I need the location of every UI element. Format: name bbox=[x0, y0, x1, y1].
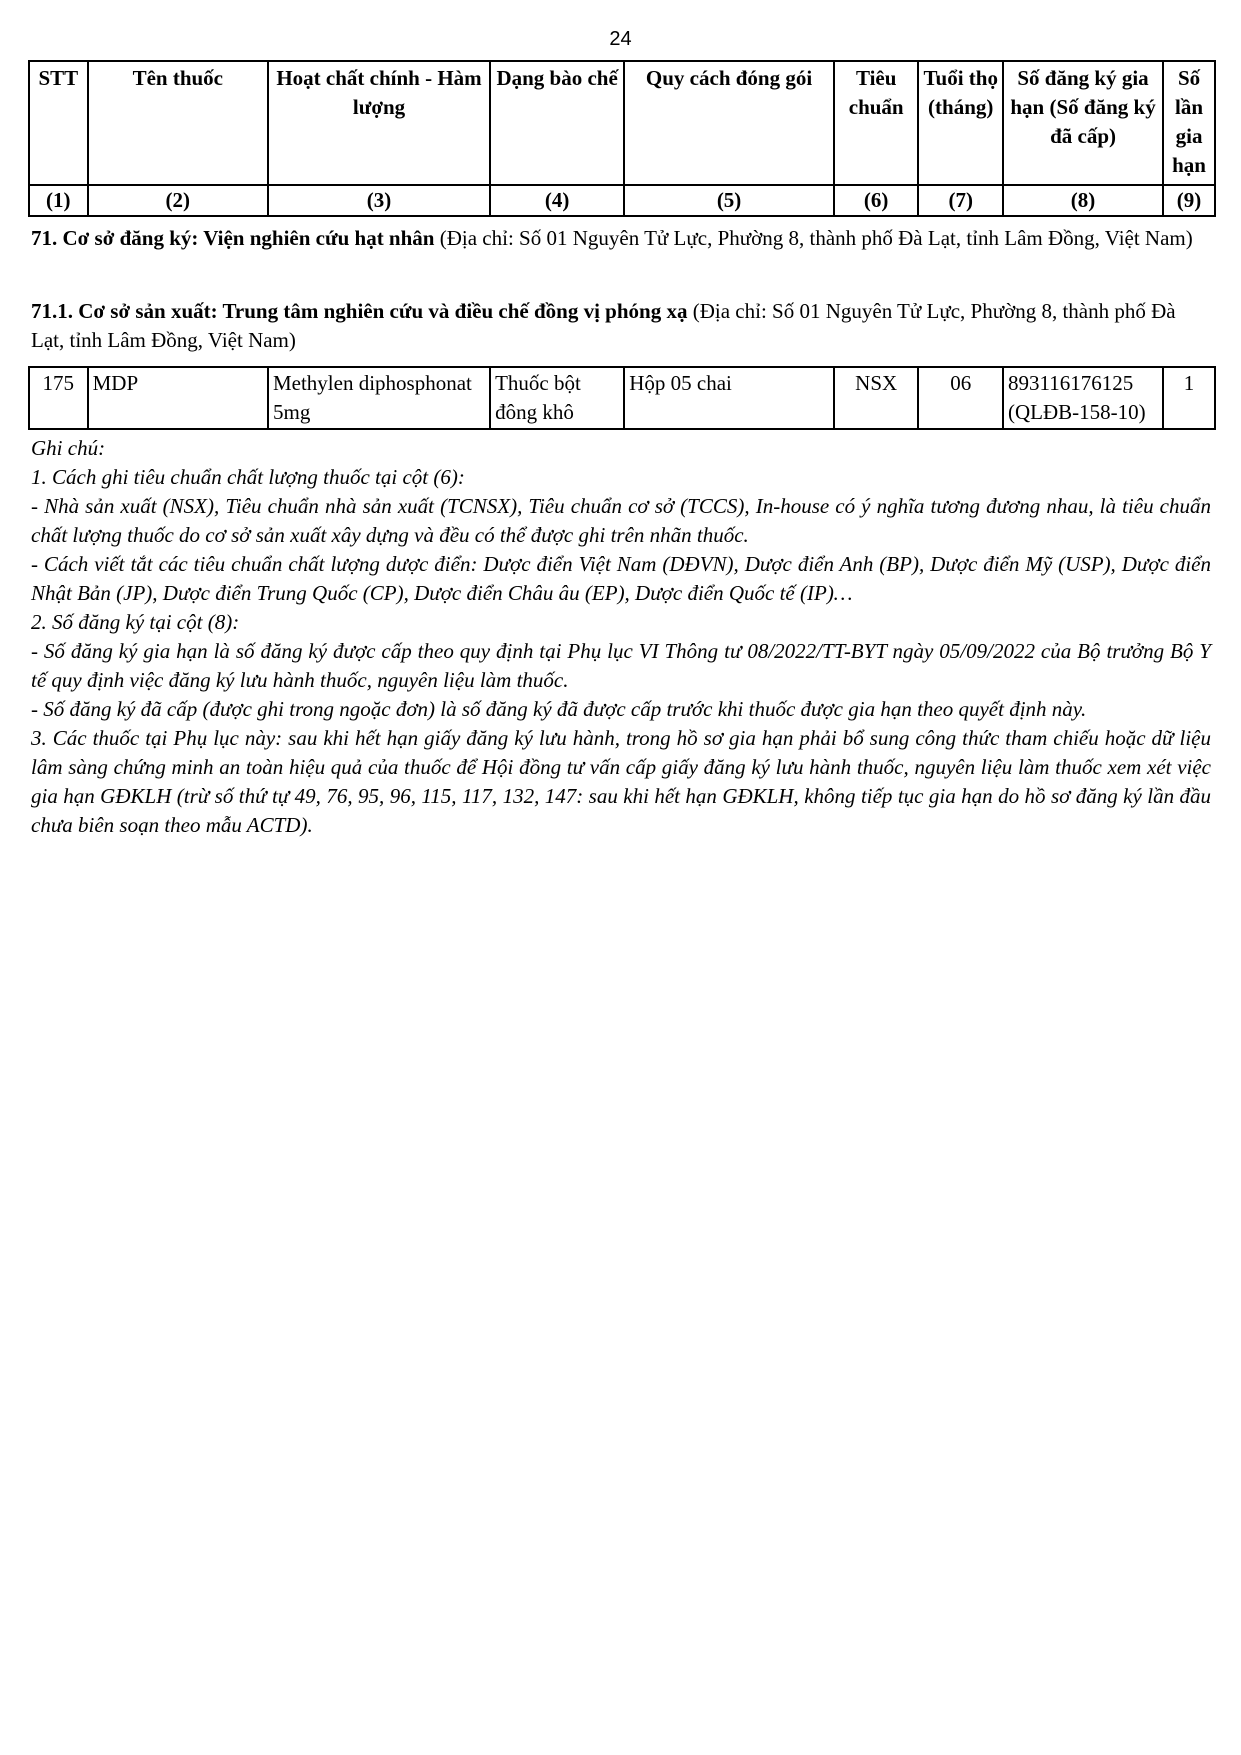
col-header-registration-no: Số đăng ký gia hạn (Số đăng ký đã cấp) bbox=[1003, 61, 1163, 185]
cell-stt: 175 bbox=[29, 367, 88, 429]
notes-title: Ghi chú: bbox=[31, 436, 106, 460]
cell-renewal-count: 1 bbox=[1163, 367, 1215, 429]
col-number: (7) bbox=[918, 185, 1003, 216]
note-line: - Số đăng ký gia hạn là số đăng ký được cấp theo quy định tại Phụ lục VI Thông tư 08/2022/TT-BYT ngày 05/09/2022 của Bộ trưởng Bộ Y tế quy định việc đăng ký lưu hành thuốc, nguyên liệu làm thuốc. bbox=[31, 639, 1211, 692]
cell-dosage-form: Thuốc bột đông khô bbox=[490, 367, 624, 429]
manufacturing-facility bbox=[31, 297, 1211, 355]
col-header-renewal-count: Số lần gia hạn bbox=[1163, 61, 1215, 185]
note-line: 3. Các thuốc tại Phụ lục này: sau khi hết hạn giấy đăng ký lưu hành, trong hồ sơ gia hạn phải bổ sung công thức tham chiếu hoặc dữ liệu lâm sàng chứng minh an toàn hiệu quả của thuốc để Hội đồng tư vấn cấp giấy đăng ký lưu hành thuốc, nguyên liệu làm thuốc xem xét việc gia hạn GĐKLH (trừ số thứ tự 49, 76, 95, 96, 115, 117, 132, 147: sau khi hết hạn GĐKLH, không tiếp tục gia hạn do hồ sơ đăng ký lần đầu chưa biên soạn theo mẫu ACTD). bbox=[31, 726, 1211, 837]
cell-standard: NSX bbox=[834, 367, 919, 429]
registration-no: 893116176125 bbox=[1008, 371, 1134, 395]
table-row bbox=[29, 367, 1215, 429]
header-table bbox=[28, 60, 1216, 217]
note-line: - Nhà sản xuất (NSX), Tiêu chuẩn nhà sản xuất (TCNSX), Tiêu chuẩn cơ sở (TCCS), In-house có ý nghĩa tương đương nhau, là tiêu chuẩn chất lượng thuốc do cơ sở sản xuất xây dựng và đều có thể được ghi trên nhãn thuốc. bbox=[31, 494, 1211, 547]
col-number: (9) bbox=[1163, 185, 1215, 216]
registration-facility bbox=[31, 224, 1211, 253]
cell-packaging: Hộp 05 chai bbox=[624, 367, 834, 429]
notes-section bbox=[31, 434, 1211, 840]
col-header-standard: Tiêu chuẩn bbox=[834, 61, 919, 185]
col-number: (4) bbox=[490, 185, 624, 216]
registration-facility-address: (Địa chỉ: Số 01 Nguyên Tử Lực, Phường 8, thành phố Đà Lạt, tỉnh Lâm Đồng, Việt Nam) bbox=[434, 226, 1193, 250]
manufacturing-facility-label: 71.1. Cơ sở sản xuất: Trung tâm nghiên cứu và điều chế đồng vị phóng xạ bbox=[31, 299, 688, 323]
col-number: (6) bbox=[834, 185, 919, 216]
page-number: 24 bbox=[609, 28, 632, 50]
col-header-packaging: Quy cách đóng gói bbox=[624, 61, 834, 185]
note-line: 1. Cách ghi tiêu chuẩn chất lượng thuốc tại cột (6): bbox=[31, 465, 465, 489]
note-line: - Số đăng ký đã cấp (được ghi trong ngoặc đơn) là số đăng ký đã được cấp trước khi thuốc được gia hạn theo quyết định này. bbox=[31, 697, 1087, 721]
cell-drug-name: MDP bbox=[88, 367, 268, 429]
col-header-drug-name: Tên thuốc bbox=[88, 61, 268, 185]
cell-shelf-life: 06 bbox=[918, 367, 1003, 429]
col-header-stt: STT bbox=[29, 61, 88, 185]
manufacturing-facility-address: (Địa chỉ: Số 01 Nguyên Tử Lực, Phường 8, thành phố Đà Lạt, tỉnh Lâm Đồng, Việt Nam) bbox=[31, 299, 1176, 352]
col-number: (8) bbox=[1003, 185, 1163, 216]
col-header-active-ingredient: Hoạt chất chính - Hàm lượng bbox=[268, 61, 490, 185]
col-number: (3) bbox=[268, 185, 490, 216]
col-header-shelf-life: Tuổi thọ (tháng) bbox=[918, 61, 1003, 185]
col-number: (2) bbox=[88, 185, 268, 216]
col-number: (1) bbox=[29, 185, 88, 216]
col-number: (5) bbox=[624, 185, 834, 216]
product-table bbox=[28, 366, 1216, 430]
note-line: - Cách viết tắt các tiêu chuẩn chất lượng dược điển: Dược điển Việt Nam (DĐVN), Dược điển Anh (BP), Dược điển Mỹ (USP), Dược điển Nhật Bản (JP), Dược điển Trung Quốc (CP), Dược điển Châu âu (EP), Dược điển Quốc tế (IP)… bbox=[31, 552, 1211, 605]
cell-active-ingredient: Methylen diphosphonat 5mg bbox=[268, 367, 490, 429]
col-header-dosage-form: Dạng bào chế bbox=[490, 61, 624, 185]
previous-registration-no: (QLĐB-158-10) bbox=[1008, 400, 1146, 424]
cell-registration-no bbox=[1003, 367, 1163, 429]
registration-facility-label: 71. Cơ sở đăng ký: Viện nghiên cứu hạt nhân bbox=[31, 226, 435, 250]
note-line: 2. Số đăng ký tại cột (8): bbox=[31, 610, 240, 634]
